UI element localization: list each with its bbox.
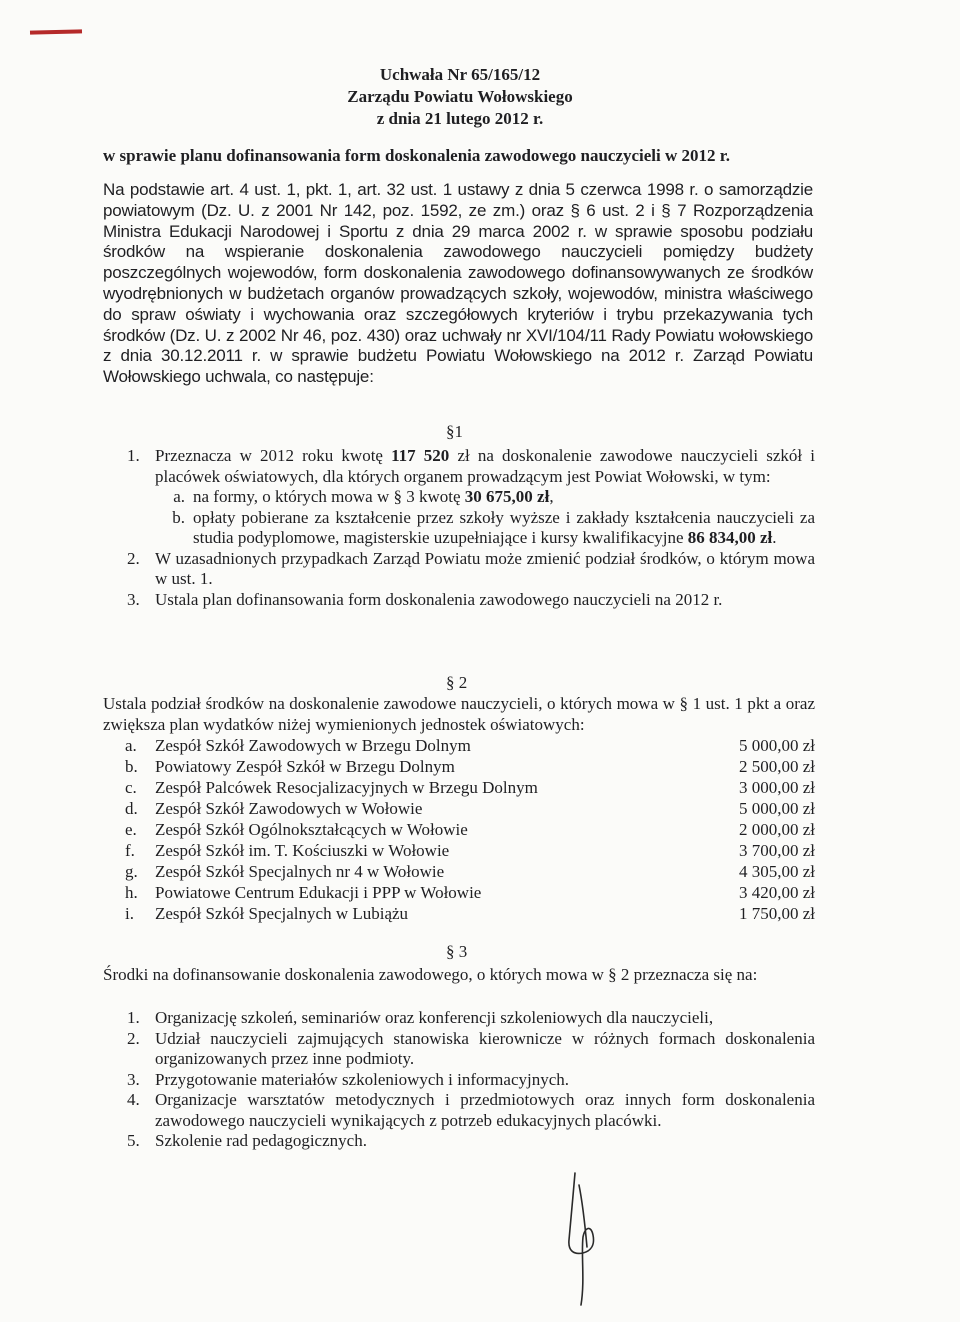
item-text-part: opłaty pobierane za kształcenie przez szkoły wyższe i zakłady kształcenia nauczycieli za studia podyplomowe, magisterskie uzupełniające i kursy kwalifikacyjne — [193, 507, 815, 547]
resolution-number: Uchwała Nr 65/165/12 — [379, 65, 541, 84]
list-item — [103, 1090, 815, 1131]
item-text: Szkolenie rad pedagogicznych. — [155, 1131, 367, 1150]
item-text: Udział nauczycieli zajmujących stanowiska kierownicze w różnych formach doskonalenia organizowanych przez inne podmioty. — [155, 1028, 815, 1068]
unit-name: Zespół Palcówek Resocjalizacyjnych w Brzegu Dolnym — [155, 778, 538, 797]
unit-amount: 3 700,00 zł — [738, 841, 815, 860]
red-pen-mark — [30, 29, 82, 34]
unit-amount: 5 000,00 zł — [738, 736, 815, 755]
section-2-intro: Ustala podział środków na doskonalenie zawodowe nauczycieli, o których mowa w § 1 ust. 1 pkt a oraz zwiększa plan wydatków niżej wymienionych jednostek oświatowych: — [103, 694, 815, 734]
list-item — [103, 549, 815, 590]
preamble-paragraph: Na podstawie art. 4 ust. 1, pkt. 1, art. 32 ust. 1 ustawy z dnia 5 czerwca 1998 r. o samorządzie powiatowym (Dz. U. z 2001 Nr 142, poz. 1592, ze zm.) oraz § 6 ust. 2 i § 7 Rozporządzenia Ministra Edukacji Narodowej i Sportu z dnia 29 marca 2002 r. w sprawie sposobu podziału środków na wspieranie doskonalenia zawodowego nauczycieli pomiędzy budżety poszczególnych wojewodów, form doskonalenia zawodowego dofinansowywanych ze środków wyodrębnionych w budżetach organów prowadzących szkoły, wojewodów, ministra właściwego do spraw oświaty i wychowania oraz szczegółowych kryteriów i trybu przekazywania tych środków (Dz. U. z 2002 Nr 46, poz. 430) oraz uchwały nr XVI/104/11 Rady Powiatu wołowskiego z dnia 30.12.2011 r. w sprawie budżetu Powiatu Wołowskiego na 2012 r. Zarząd Powiatu Wołowskiego uchwala, co następuje: — [103, 180, 813, 387]
item-number: 2. — [127, 548, 140, 568]
section-3-list — [103, 1008, 815, 1152]
resolution-date: z dnia 21 lutego 2012 r. — [376, 109, 544, 128]
unit-name: Zespół Szkół Specjalnych w Lubiążu — [155, 904, 409, 923]
sub-item-text — [193, 508, 815, 549]
item-number: 4. — [127, 1090, 140, 1109]
item-number: 3. — [127, 589, 140, 609]
amount-b: 86 834,00 zł — [687, 528, 773, 547]
section-1-list — [103, 446, 815, 610]
section-1-heading: §1 — [446, 422, 463, 441]
item-number: 2. — [127, 1028, 140, 1048]
item-number: 5. — [127, 1131, 140, 1150]
resolution-header — [0, 64, 920, 130]
resolution-subject: w sprawie planu dofinansowania form doskonalenia zawodowego nauczycieli w 2012 r. — [103, 146, 731, 165]
unit-name: Zespół Szkół Zawodowych w Brzegu Dolnym — [155, 736, 471, 755]
unit-letter: f. — [125, 841, 135, 860]
table-row — [103, 882, 815, 903]
unit-amount: 1 750,00 zł — [738, 904, 815, 923]
list-item — [103, 1008, 815, 1029]
table-row — [103, 735, 815, 756]
list-item — [103, 1131, 815, 1152]
table-row — [103, 756, 815, 777]
list-item — [103, 1029, 815, 1070]
unit-letter: b. — [125, 757, 138, 776]
list-item — [103, 590, 815, 611]
table-row — [103, 819, 815, 840]
item-text: Ustala plan dofinansowania form doskonalenia zawodowego nauczycieli na 2012 r. — [155, 589, 723, 609]
unit-amount: 5 000,00 zł — [738, 799, 815, 818]
table-row — [103, 777, 815, 798]
total-amount: 117 520 — [391, 446, 450, 465]
item-text — [155, 446, 815, 487]
table-row — [103, 840, 815, 861]
handwritten-signature — [555, 1165, 615, 1315]
unit-name: Zespół Szkół Specjalnych nr 4 w Wołowie — [155, 862, 445, 881]
unit-letter: h. — [125, 883, 138, 902]
unit-name: Zespół Szkół im. T. Kościuszki w Wołowie — [155, 841, 450, 860]
section-3-intro: Środki na dofinansowanie doskonalenia zawodowego, o których mowa w § 2 przeznacza się na: — [103, 965, 758, 984]
table-row — [103, 903, 815, 924]
section-3-heading: § 3 — [446, 942, 468, 961]
sub-item-letter: b. — [172, 507, 185, 527]
item-text: W uzasadnionych przypadkach Zarząd Powiatu może zmienić podział środków, o którym mowa w ust. 1. — [155, 548, 815, 588]
item-text: Organizacje warsztatów metodycznych i przedmiotowych oraz innych form doskonalenia zawodowego nauczycieli wynikających z potrzeb edukacyjnych placówki. — [155, 1090, 815, 1130]
unit-name: Powiatowe Centrum Edukacji i PPP w Wołowie — [155, 883, 482, 902]
unit-letter: g. — [125, 862, 138, 881]
unit-letter: d. — [125, 799, 138, 818]
item-number: 3. — [127, 1069, 140, 1089]
item-text-part: , — [549, 487, 554, 506]
issuing-body: Zarządu Powiatu Wołowskiego — [347, 87, 573, 106]
table-row — [103, 798, 815, 819]
item-text-part: zł na doskonalenie zawodowe nauczycieli szkół i placówek oświatowych, dla których organem prowadzącym jest Powiat Wołowski, w tym: — [155, 446, 815, 486]
unit-letter: e. — [125, 820, 137, 839]
unit-letter: a. — [125, 736, 137, 755]
unit-name: Zespół Szkół Zawodowych w Wołowie — [155, 799, 423, 818]
item-text: Przygotowanie materiałów szkoleniowych i informacyjnych. — [155, 1069, 570, 1089]
sub-item — [155, 487, 815, 508]
item-number: 1. — [127, 446, 140, 465]
allocation-table — [103, 735, 815, 924]
list-item — [103, 1070, 815, 1091]
amount-a: 30 675,00 zł — [464, 487, 550, 506]
item-number: 1. — [127, 1008, 140, 1027]
unit-amount: 3 000,00 zł — [738, 778, 815, 797]
item-text-part: na formy, o których mowa w § 3 kwotę — [193, 487, 465, 506]
unit-name: Powiatowy Zespół Szkół w Brzegu Dolnym — [155, 757, 455, 776]
unit-amount: 3 420,00 zł — [738, 883, 815, 902]
item-text-part: . — [772, 528, 777, 547]
unit-amount: 2 000,00 zł — [738, 820, 815, 839]
item-text-part: Przeznacza w 2012 roku kwotę — [155, 446, 392, 465]
unit-amount: 4 305,00 zł — [738, 862, 815, 881]
item-text: Organizację szkoleń, seminariów oraz konferencji szkoleniowych dla nauczycieli, — [155, 1008, 714, 1027]
sub-item-letter: a. — [173, 487, 185, 506]
section-2-heading: § 2 — [446, 673, 468, 692]
unit-letter: c. — [125, 778, 137, 797]
sub-item — [155, 508, 815, 549]
unit-name: Zespół Szkół Ogólnokształcących w Wołowie — [155, 820, 468, 839]
unit-amount: 2 500,00 zł — [738, 757, 815, 776]
sub-item-text — [193, 487, 815, 508]
table-row — [103, 861, 815, 882]
unit-letter: i. — [125, 904, 134, 923]
list-item — [103, 446, 815, 487]
